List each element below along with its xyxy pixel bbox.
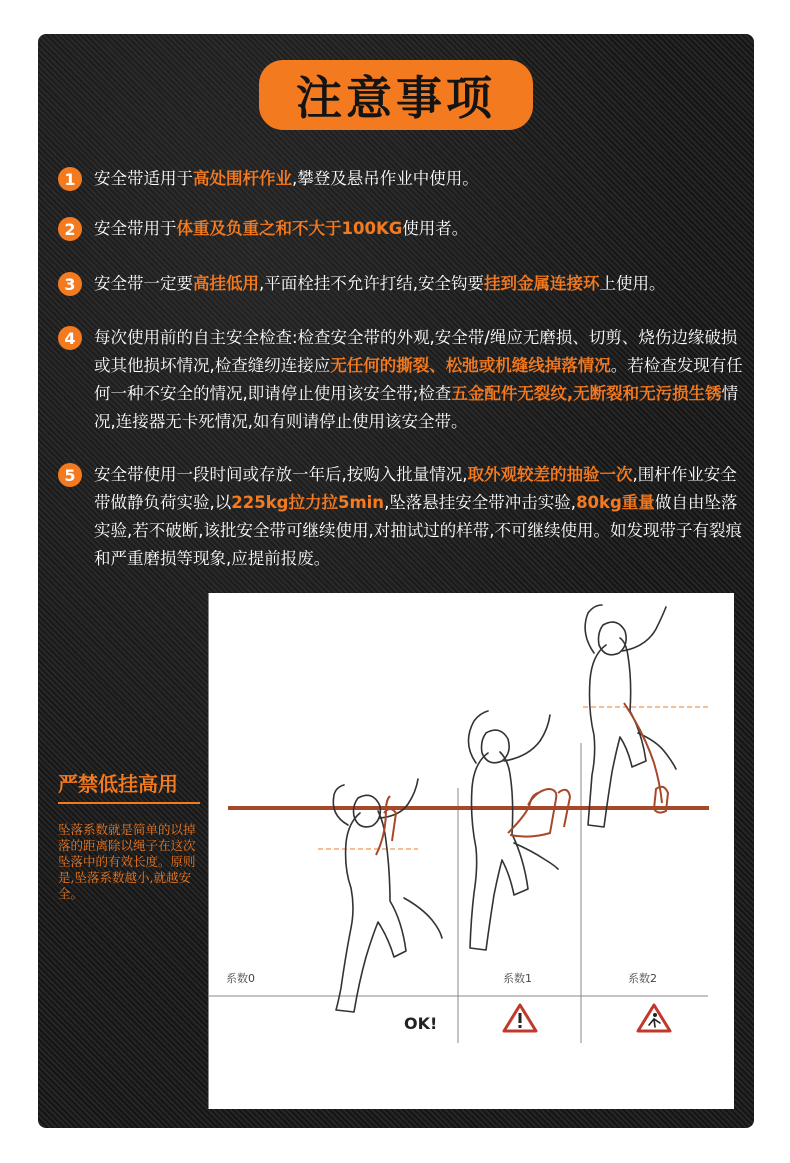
item-text: 安全带用于体重及负重之和不大于100KG使用者。 — [94, 219, 469, 238]
item-number-badge: 5 — [58, 463, 82, 487]
item-text: 安全带一定要高挂低用,平面栓挂不允许打结,安全钩要挂到金属连接环上使用。 — [94, 274, 666, 293]
page-title: 注意事项 — [259, 60, 533, 130]
factor-label-1: 系数1 — [503, 972, 532, 985]
item-text: 每次使用前的自主安全检查:检查安全带的外观,安全带/绳应无磨损、切剪、烧伤边缘破损或其他损坏情况,检查缝纫连接应无任何的撕裂、松弛或机缝线掉落情况。若检查发现有任何一种不安全的情况,即请停止使用该安全带;检查五金配件无裂纹,无断裂和无污损生锈情况,连接器无卡死情况,如有则请停止使用该安全带。 — [94, 328, 743, 431]
side-divider — [58, 802, 200, 804]
side-description: 坠落系数就是简单的以掉落的距离除以绳子在这次坠落中的有效长度。原则是,坠落系数越小,就越安全。 — [58, 822, 196, 901]
item-number-badge: 2 — [58, 217, 82, 241]
item-text: 安全带使用一段时间或存放一年后,按购入批量情况,取外观较差的抽验一次,围杆作业安全带做静负荷实验,以225kg拉力拉5min,坠落悬挂安全带冲击实验,80kg重量做自由坠落实验,若不破断,该批安全带可继续使用,对抽试过的样带,不可继续使用。如发现带子有裂痕和严重磨损等现象,应提前报废。 — [94, 465, 742, 568]
warning-triangle-icon — [504, 1005, 536, 1031]
climber-figure-2 — [468, 711, 558, 950]
item-text: 安全带适用于高处围杆作业,攀登及悬吊作业中使用。 — [94, 169, 479, 188]
fall-factor-diagram — [208, 593, 734, 1109]
item-number-badge: 1 — [58, 167, 82, 191]
falling-person-warning-icon — [638, 1005, 670, 1031]
climber-figure-3 — [585, 605, 676, 827]
climber-figure-1 — [333, 779, 442, 1012]
notice-panel — [38, 34, 754, 1128]
item-number-badge: 3 — [58, 272, 82, 296]
factor-label-2: 系数2 — [628, 972, 657, 985]
item-number-badge: 4 — [58, 326, 82, 350]
side-title: 严禁低挂高用 — [58, 772, 178, 796]
anchor-bar — [228, 806, 709, 810]
factor-label-0: 系数0 — [226, 972, 255, 985]
ok-label: OK! — [404, 1014, 438, 1033]
fall-factor-illustration — [208, 593, 734, 1109]
